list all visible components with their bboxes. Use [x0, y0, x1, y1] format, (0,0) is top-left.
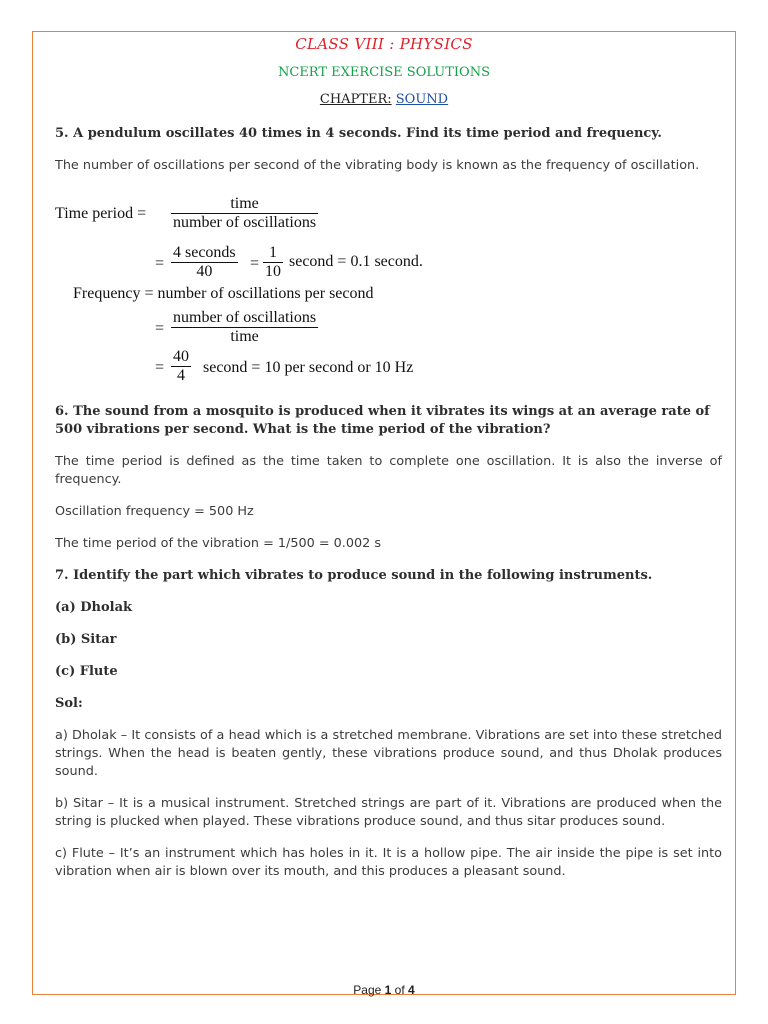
option-b: (b) Sitar [55, 632, 117, 647]
answer-6-text: The time period is defined as the time taken to complete one oscillation. It is also the inverse of frequency. [55, 454, 722, 487]
page-title: CLASS VIII : PHYSICS [295, 35, 473, 53]
option-a: (a) Dholak [55, 600, 133, 615]
option-c: (c) Flute [55, 664, 118, 679]
fraction-1-over-10: $\frac{1}{10}$ [265, 244, 281, 280]
page-number [0, 983, 768, 997]
fraction-4s-over-40: 4 seconds 40 [173, 244, 236, 280]
question-5: 5. A pendulum oscillates 40 times in 4 seconds. Find its time period and frequency. [55, 126, 662, 141]
answer-7b: b) Sitar – It is a musical instrument. Stretched strings are part of it. Vibrations are produced when the string is plucked when played. These vibrations produce sound, and thus sitar produces sound. [55, 796, 722, 829]
chapter-prefix: CHAPTER: [319, 92, 392, 107]
answer-7c: c) Flute – It’s an instrument which has holes in it. It is a hollow pipe. The air inside the pipe is set into vibration when air is blown over its mouth, and this produces a pleasant sound. [55, 846, 722, 879]
equals-sign: = [155, 359, 165, 376]
answer-6-period: The time period of the vibration = 1/500 = 0.002 s [55, 536, 381, 551]
fraction-time-over-oscillations: time number of oscillations [173, 195, 317, 231]
page-total: 4 [408, 983, 415, 997]
time-period-label: Time period = [55, 205, 147, 222]
answer-5-text: The number of oscillations per second of the vibrating body is known as the frequency of oscillation. [55, 158, 700, 173]
fraction-40-over-4: $\frac{40}{4}$ [173, 348, 189, 384]
answer-6-frequency: Oscillation frequency = 500 Hz [55, 504, 254, 519]
solution-label: Sol: [55, 696, 83, 711]
chapter-heading [0, 92, 768, 107]
question-6: 6. The sound from a mosquito is produced when it vibrates its wings at an average rate of 500 vibrations per second. What is the time period of the vibration? [55, 404, 710, 437]
page-current: 1 [384, 983, 392, 997]
equals-sign: = [250, 255, 260, 272]
frequency-label: Frequency = number of oscillations per second [73, 285, 374, 302]
content [55, 125, 722, 895]
equals-sign: = [155, 320, 165, 337]
time-period-result: second = 0.1 second. [289, 253, 423, 270]
chapter-name-link[interactable]: SOUND [395, 92, 449, 107]
formula-block [55, 189, 722, 389]
frequency-result: second = 10 per second or 10 Hz [203, 359, 414, 376]
of-word: of [394, 983, 405, 997]
answer-7a: a) Dholak – It consists of a head which is a stretched membrane. Vibrations are set into these stretched strings. When the head is beaten gently, these vibrations produce sound, and thus Dholak produces sound. [55, 728, 722, 779]
question-7: 7. Identify the part which vibrates to produce sound in the following instruments. [55, 568, 653, 583]
page-word: Page [353, 983, 382, 997]
page-subtitle: NCERT EXERCISE SOLUTIONS [278, 65, 490, 80]
equals-sign: = [155, 255, 165, 272]
fraction-oscillations-over-time: number of oscillations time [173, 309, 317, 345]
